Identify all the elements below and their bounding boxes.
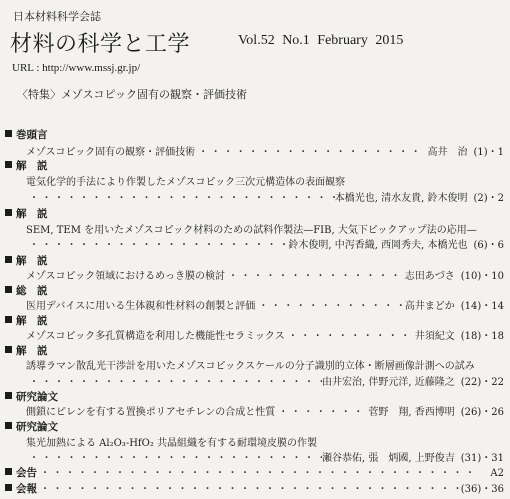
square-bullet-icon [5,316,12,323]
entry-page: A2 [490,468,504,479]
entry-author: 由井宏治, 伴野元洋, 近藤隆之 [322,377,455,388]
square-bullet-icon [5,422,12,429]
entry-page: (26)・26 [460,407,504,418]
entry-title[interactable]: 集光加熱による Al₂O₃-HfO₂ 共晶組織を有する耐環境皮膜の作製 [26,438,318,449]
entry-author: 井須紀文 [414,331,455,342]
section-heading: 巻頭言 [5,127,48,142]
entry-page: (10)・10 [460,271,504,282]
leader-dots [275,403,368,418]
special-topic-title: 〈特集〉メゾスコピック固有の観察・評価技術 [17,88,248,101]
section-heading: 会告 [5,465,37,480]
toc-entry[interactable] [26,373,504,388]
leader-dots [26,189,335,204]
leader-dots [37,480,461,495]
entry-author: 本橋光也, 清水友貴, 鈴木俊明 [334,193,468,204]
toc-entry[interactable] [5,464,504,480]
square-bullet-icon [5,286,12,293]
toc-entry[interactable] [26,189,504,204]
entry-page: (36)・36 [460,484,504,495]
entry-author: 瀬谷恭佑, 張 炳國, 上野俊吉 [322,453,455,464]
society-name: 日本材料科学会誌 [13,10,101,23]
entry-page: (2)・2 [473,193,504,204]
section-heading: 解 説 [5,253,48,268]
section-heading: 解 説 [5,158,48,173]
entry-title: メゾスコピック多孔質構造を利用した機能性セラミックス [26,331,285,342]
entry-page: (14)・14 [460,301,504,312]
toc-entry[interactable] [26,267,504,282]
section-heading: 解 説 [5,206,48,221]
entry-title[interactable]: 電気化学的手法により作製したメゾスコピック三次元構造体の表面観察 [26,177,346,188]
square-bullet-icon [5,392,12,399]
toc-entry[interactable] [26,143,504,158]
entry-title: 側鎖にピレンを有する置換ポリアセチレンの合成と性質 [26,407,276,418]
section-heading: 研究論文 [5,419,58,434]
square-bullet-icon [5,161,12,168]
square-bullet-icon [5,256,12,263]
leader-dots [195,143,427,158]
toc-entry[interactable] [26,236,504,251]
entry-page: (18)・18 [460,331,504,342]
section-heading: 解 説 [5,313,48,328]
volume-info: Vol.52 No.1 February 2015 [238,33,404,48]
entry-title[interactable]: SEM, TEM を用いたメゾスコピック材料のための試料作製法—FIB, 大気下ピックアップ法の応用— [26,225,477,236]
square-bullet-icon [5,130,12,137]
entry-page: (22)・22 [460,377,504,388]
entry-author: 高井 治 [427,147,468,158]
square-bullet-icon [5,209,12,216]
entry-author: 鈴木俊明, 中泻香織, 西岡秀夫, 本橋光也 [288,240,468,251]
section-heading: 会報 [5,481,37,496]
entry-title[interactable]: 誘導ラマン散乱光干渉計を用いたメゾスコピックスケールの分子識別的立体・断層画像計測への試み [26,361,475,372]
section-heading: 研究論文 [5,389,58,404]
toc-entry[interactable] [26,327,504,342]
journal-title: 材料の科学と工学 [10,32,191,57]
leader-dots [255,297,404,312]
leader-dots [225,267,405,282]
leader-dots [26,373,322,388]
entry-author: 菅野 翔, 香西博明 [368,407,455,418]
leader-dots [26,449,322,464]
section-heading: 総 説 [5,283,48,298]
entry-title: メゾスコピック固有の観察・評価技術 [26,147,196,158]
leader-dots [285,327,415,342]
leader-dots [26,236,288,251]
square-bullet-icon [5,468,12,475]
toc-entry[interactable] [26,403,504,418]
entry-author: 志田あづさ [404,271,455,282]
toc-entry[interactable] [5,480,504,496]
toc-entry[interactable] [26,449,504,464]
entry-title: メゾスコピック領域におけるめっき膜の検討 [26,271,225,282]
section-heading: 解 説 [5,343,48,358]
entry-author: 高井まどか [404,301,455,312]
leader-dots [37,464,480,479]
entry-title: 医用デバイスに用いる生体親和性材料の創製と評価 [26,301,256,312]
toc-entry[interactable] [26,297,504,312]
entry-page: (6)・6 [473,240,504,251]
square-bullet-icon [5,484,12,491]
entry-page: (31)・31 [460,453,504,464]
journal-url: URL : http://www.mssj.gr.jp/ [12,62,141,74]
entry-page: (1)・1 [473,147,504,158]
square-bullet-icon [5,346,12,353]
